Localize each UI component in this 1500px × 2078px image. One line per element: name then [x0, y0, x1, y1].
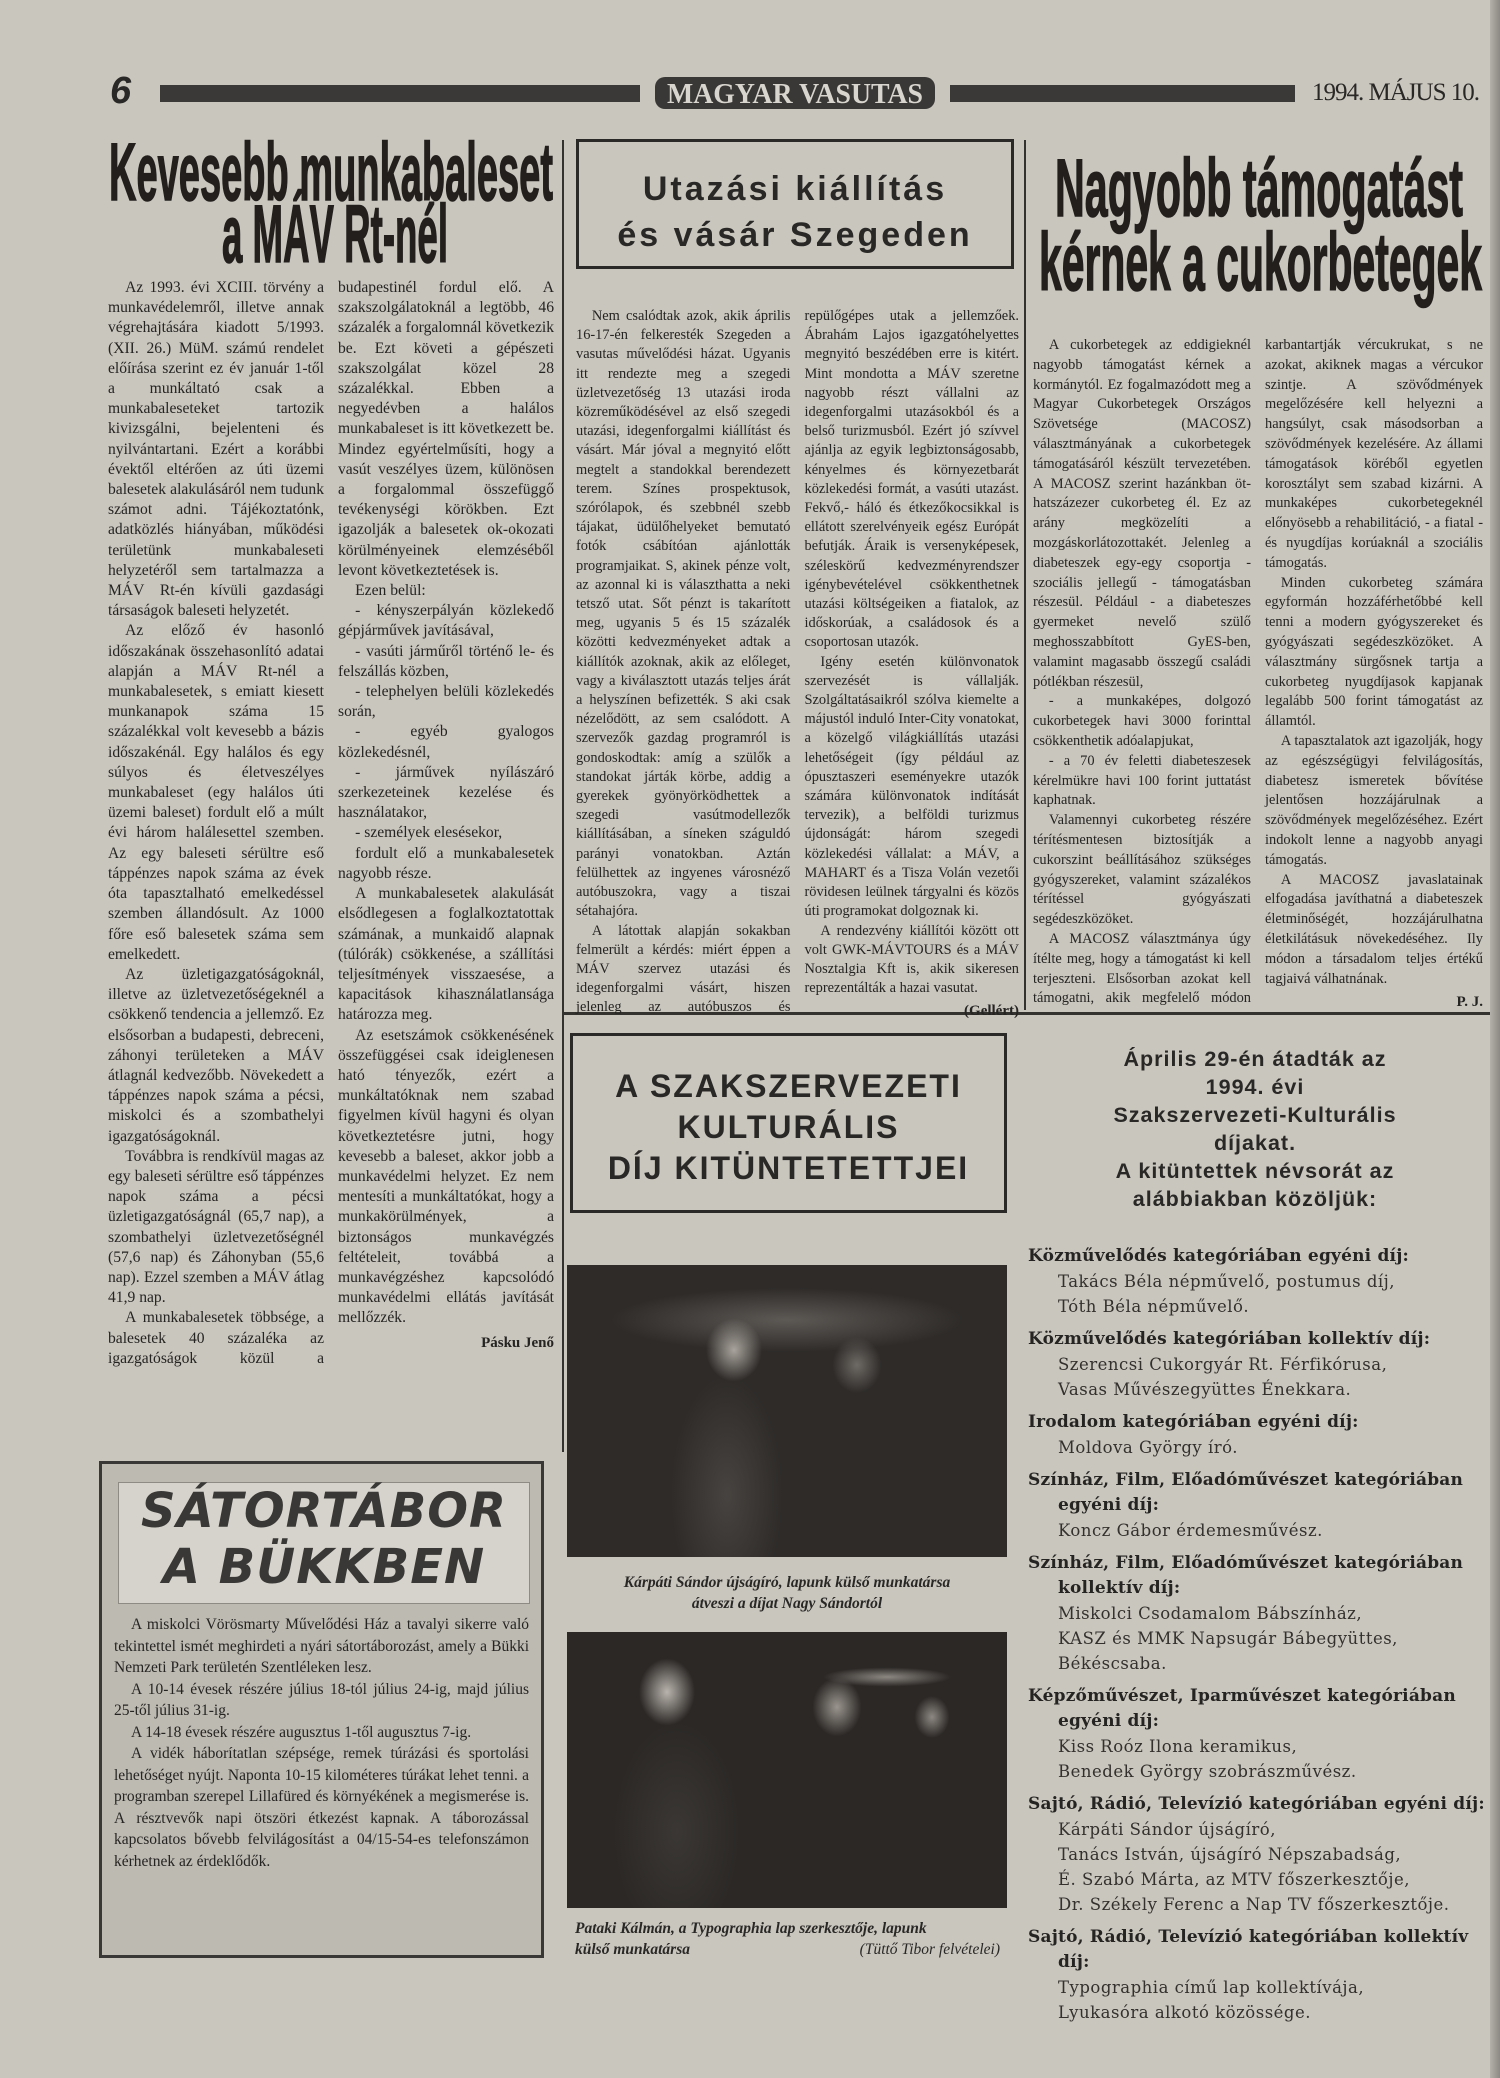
- photo-credit: (Tüttő Tibor felvételei): [859, 1941, 1000, 1958]
- issue-date: 1994. MÁJUS 10.: [1312, 79, 1479, 106]
- award-category: [1028, 1327, 1488, 1402]
- award-category-heading: Irodalom kategóriában egyéni díj:: [1028, 1412, 1359, 1432]
- caption-line: átveszi a díjat Nagy Sándortól: [691, 1595, 883, 1612]
- paragraph: - személyek elesésekor,: [355, 824, 503, 842]
- award-category: [1028, 1551, 1488, 1676]
- paragraph: A miskolci Vörösmarty Művelődési Ház a tavalyi sikerre való tekintettel ismét meghirdeti a nyári sátortáborozást, amely a Bükki Nemzeti Park területén Szentléleken lesz.: [114, 1616, 529, 1676]
- award-photo-2: [567, 1632, 1007, 1908]
- award-category-heading: Színház, Film, Előadóművészet kategóriában egyéni díj:: [1028, 1470, 1464, 1515]
- award-photo-1-caption: [567, 1572, 1007, 1614]
- award-category: [1028, 1684, 1488, 1784]
- award-photo-2-caption: [575, 1918, 1000, 1960]
- accident-headline: [106, 128, 560, 276]
- paragraph: A munkabalesetek alakulását elsődlegesen a foglalkoztatottak számának, a munkaidő alapnak (túlórák) csökkenése, a szállítási teljesítmények visszaesése, a kapacitások kihasználatlansága határozza meg.: [338, 885, 554, 1024]
- travel-author: (Gellért): [964, 1003, 1019, 1020]
- masthead-logo: [655, 77, 935, 109]
- paragraph: A 14-18 évesek részére augusztus 1-től augusztus 7-ig.: [131, 1723, 472, 1741]
- svg-text:MAGYAR VASUTAS: MAGYAR VASUTAS: [667, 79, 923, 109]
- award-category-heading: Színház, Film, Előadóművészet kategóriában kollektív díj:: [1028, 1553, 1464, 1598]
- award-category-heading: Sajtó, Rádió, Televízió kategóriában egyéni díj:: [1028, 1794, 1485, 1814]
- award-winner: Lyukasóra alkotó közössége.: [1058, 2003, 1312, 2022]
- awards-title-line-1: A SZAKSZERVEZETI: [615, 1068, 962, 1104]
- award-winner: KASZ és MMK Napsugár Bábegyüttes,: [1058, 1629, 1398, 1648]
- travel-title-line-2: és vásár Szegeden: [617, 216, 973, 254]
- header-rule-right: [950, 85, 1295, 102]
- travel-article-body: [576, 307, 1019, 1022]
- awards-title-box: [570, 1033, 1007, 1213]
- page-edge-shadow: [1490, 0, 1500, 2078]
- award-winner: Tóth Béla népművelő.: [1058, 1297, 1250, 1316]
- masthead-logo-text: [655, 77, 935, 109]
- page-number: 6: [110, 70, 132, 112]
- caption-line: Kárpáti Sándor újságíró, lapunk külső munkatársa: [623, 1574, 951, 1591]
- paragraph: - egyéb gyalogos közlekedésnél,: [338, 723, 554, 761]
- column-rule: [562, 140, 564, 1452]
- award-category: [1028, 1468, 1488, 1543]
- travel-title-line-1: Utazási kiállítás: [642, 170, 948, 208]
- paragraph: A MACOSZ javaslatainak elfogadása javíthatná a diabeteszek életminőségét, hozzájárulhatna életkilátásuk növekedéséhez. Ily módon a társadalom teljes értékű tagjaivá válhatnának.: [1265, 871, 1483, 987]
- paragraph: Az előző év hasonló időszakának összehasonlító adatai alapján a MÁV Rt-nél a munkabalesetek, s emiatt kiesett munkanapok száma 15 százalékkal volt kevesebb a bázis időszakénál. Egy halálos és egy súlyos és életveszélyes munkabaleset (egy halálos úti üzemi baleset) fordult elő a múlt évi három halálesettel szemben. Az egy baleseti sérültre eső táppénzes napok száma az évek óta tapasztalható emelkedéssel szemben állandósult. Az 1000 főre eső balesetek száma sem emelkedett.: [108, 622, 324, 963]
- paragraph: - telephelyen belüli közlekedés során,: [338, 683, 554, 721]
- diabetes-headline-line-2: kérnek a cukorbetegek: [1039, 217, 1483, 308]
- paragraph: A rendezvény kiállítói között ott volt GWK-MÁVTOURS és a MÁV Nosztalgia Kft is, akik sikeresen reprezentálták a hazai vasutat.: [804, 922, 1019, 997]
- award-category: [1028, 1410, 1488, 1460]
- paragraph: - vasúti járműről történő le- és felszállás közben,: [338, 642, 554, 680]
- camp-title-line-2: A BÜKKBEN: [162, 1539, 486, 1595]
- award-winner: Miskolci Csodamalom Bábszínház,: [1058, 1604, 1363, 1623]
- paragraph: Minden cukorbeteg számára egyformán hozzáférhetőbbé kell tenni a modern gyógyszereket és gyógyászati segédeszközöket. A választmány sürgősnek tartja a cukorbeteg nyugdíjasok kapjanak legalább 500 forint támogatást az államtól.: [1265, 574, 1483, 730]
- paragraph: A vidék háborítatlan szépsége, remek túrázási és sportolási lehetőséget nyújt. Naponta 10-15 kilométeres túrákat lehet tenni. a programban szerepel Lillafüred és környékének a megismerése is. A résztvevők napi ötszöri étkezést kapnak. A táborozással kapcsolatos bővebb felvilágosítást a 04/15-54-es telefonszámon kérhetnek az érdeklődők.: [114, 1745, 529, 1870]
- awards-title-line-2: KULTURÁLIS: [677, 1109, 900, 1145]
- award-category: [1028, 1244, 1488, 1319]
- award-photo-1: [567, 1265, 1007, 1557]
- paragraph: Ezen belül:: [355, 582, 426, 600]
- award-winner: É. Szabó Márta, az MTV főszerkesztője,: [1058, 1870, 1410, 1889]
- caption-line: külső munkatársa: [575, 1941, 691, 1958]
- award-winner: Benedek György szobrászművész.: [1058, 1762, 1357, 1781]
- award-category: [1028, 1792, 1488, 1917]
- award-winner: Moldova György író.: [1058, 1438, 1239, 1457]
- diabetes-headline: [1030, 140, 1490, 310]
- award-category-heading: Képzőművészet, Iparművészet kategóriában egyéni díj:: [1028, 1686, 1456, 1731]
- diabetes-author: P. J.: [1456, 994, 1483, 1011]
- diabetes-headline-line-1: Nagyobb támogatást: [1055, 143, 1463, 234]
- camp-title-line-1: SÁTORTÁBOR: [141, 1483, 507, 1539]
- paragraph: Az 1993. évi XCIII. törvény a munkavédelemről, illetve annak végrehajtására kiadott 5/1993. (XII. 26.) MüM. számú rendelet előírása szerint ez év január 1-től a munkáltató csak a munkabaleseteket tartozik kivizsgálni, bejelenteni és nyilvántartani. Ezért a korábbi évektől eltérően az úti üzemi balesetek alakulásáról nem tudunk számot adni. Tájékoztatónk, adatközlés hiányában, működési területünk munkabaleseti helyzetéről sem tartalmazza a MÁV Rt-én kívüli gazdasági társaságok baleseti helyzetét.: [108, 279, 324, 620]
- award-winner: Kárpáti Sándor újságíró,: [1058, 1820, 1276, 1839]
- award-winner: Kiss Roóz Ilona keramikus,: [1058, 1737, 1298, 1756]
- award-winner: Koncz Gábor érdemesművész.: [1058, 1521, 1323, 1540]
- award-category-heading: Közművelődés kategóriában kollektív díj:: [1028, 1329, 1431, 1349]
- accident-headline-line-2: a MÁV Rt-nél: [222, 189, 448, 276]
- award-winner: Typographia című lap kollektívája,: [1058, 1978, 1365, 1997]
- paragraph: Valamennyi cukorbeteg részére térítésmentesen biztosítják a cukorszint beállításához szükséges gyógyszereket, valamint százalékos térítéssel gyógyászati segédeszközöket.: [1033, 812, 1251, 928]
- camp-notice-box: [99, 1461, 544, 1958]
- paragraph: A MACOSZ választmánya úgy ítélte meg, hogy a támogatást ki kell terjeszteni. Elsősorban azokat kell támogatni, akik megfelelő módon karbantartják vércukrukat, s ne azokat, akiknek magas a vércukor szintje. A szövődmények megelőzésére kell helyezni a hangsúlyt, csak másodsorban a szövődmények kezelésére. Az állami támogatások köréből egyetlen korosztályt sem szabad kizárni. A munkaképes cukorbetegeknél előnyösebb a rehabilitáció, - a fiatal - és nyugdíjas korúaknál a szociális támogatás.: [1033, 337, 1483, 1007]
- awards-intro-line: alábbiakban közöljük:: [1132, 1187, 1378, 1211]
- paragraph: A cukorbetegek az eddigieknél nagyobb támogatást kérnek a kormánytól. Ez fogalmazódott meg a Magyar Cukorbetegek Országos Szövetsége (MACOSZ) választmányának a cukorbetegek támogatásáról készült tervezetében. A MACOSZ szerint hazánkban öt-hatszázezer cukorbeteg él. Ez az arány megközelíti a mozgáskorlátozottakét. Jelenleg a diabeteszek egy-egy csoportja - szociális jellegű - támogatásban részesül. Például - a diabeteszes gyermeket nevelő szülő meghosszabbított GyES-ben, valamint magasabb összegű családi pótlékban részesül,: [1033, 337, 1251, 690]
- column-rule: [1024, 140, 1026, 1010]
- paragraph: A látottak alapján sokakban felmerült a kérdés: miért éppen a MÁV szervez utazási és idegenforgalmi vásárt, hiszen jelenleg az autóbuszos és repülőgépes utak a jellemzőek. Ábrahám Lajos igazgatóhelyettes megnyitó beszédében erre is kitért. Mint mondotta a MÁV szeretne nagyobb részt vállalni az idegenforgalmi utazásokból és a belső turizmusból. Ezért jó szívvel ajánlja az egyik legbiztonságosabb, kényelmes és környezetbarát közlekedési formát, a vasúti utazást. Fekvő,- háló és étkezőkocsikkal is ellátott szerelvényeik egész Európát befutják. Áraik is versenyképesek, széleskörű kedvezményrendszer igénybevételével csökkenthetnek utazási költségeiken a fiatalok, az időskorúak, a családosok és a csoportosan utazók.: [576, 308, 1019, 1016]
- paragraph: - a 70 év feletti diabeteszesek kérelmükre havi 100 forint juttatást kaphatnak.: [1033, 752, 1251, 809]
- paragraph: Nem csalódtak azok, akik április 16-17-én felkeresték Szegeden a vasutas művelődési házat. Ugyanis itt rendezte meg a szegedi üzletvezetőség 13 utazási iroda közreműködésével az első szegedi utazási, idegenforgalmi kiállítást és vásárt. Már jóval a megnyitó előtt megtelt a standokkal berendezett terem. Színes prospektusok, szórólapok, és szebbnél szebb tájakat, üdülőhelyeket bemutató fotók csábítóan ajánlották programjaikat. S, akinek pénze volt, az azonnal ki is választhatta a neki tetsző utat. Sőt pénzt is takarított meg, ugyanis 5 és 15 százalék közötti kedvezményeket adtak a kiállítók azoknak, akik az előleget, vagy a kiválasztott utazás teljes árát a helyszínen befizették. S aki csak nézelődött, az sem csalódott. A szervezők gazdag programról is gondoskodtak: amíg a szülők a standokat járták körbe, addig a gyerekek gyönyörködhettek a szegedi vasútmodellezők kiállításában, a síneken száguldó parányi vonatokban. Aztán felülhettek az ingyenes városnéző autóbuszokra, vagy a tiszai sétahajóra.: [576, 308, 791, 920]
- camp-title-box: [118, 1482, 530, 1604]
- header-rule-left: [160, 85, 640, 102]
- paragraph: A tapasztalatok azt igazolják, hogy az egészségügyi felvilágosítás, diabetesz ismeretek bővítése jelentősen hozzájárulnak a szövődmények megelőzéséhez. Ezért indokolt lenne a nagyobb anyagi támogatás.: [1265, 732, 1483, 868]
- award-winner: Szerencsi Cukorgyár Rt. Férfikórusa,: [1058, 1355, 1388, 1374]
- awards-intro-line: 1994. évi: [1205, 1075, 1305, 1099]
- caption-line: Pataki Kálmán, a Typographia lap szerkesztője, lapunk: [575, 1920, 927, 1937]
- awards-intro-line: Szakszervezeti-Kulturális: [1113, 1103, 1397, 1127]
- award-winner: Dr. Székely Ferenc a Nap TV főszerkesztője.: [1058, 1895, 1450, 1914]
- award-category-heading: Közművelődés kategóriában egyéni díj:: [1028, 1246, 1410, 1266]
- award-category-heading: Sajtó, Rádió, Televízió kategóriában kollektív díj:: [1028, 1927, 1469, 1972]
- awards-intro-line: A kitüntettek névsorát az: [1115, 1159, 1395, 1183]
- awards-list: [1028, 1244, 1488, 2033]
- paragraph: A 10-14 évesek részére július 18-tól július 24-ig, majd július 25-től július 31-ig.: [114, 1680, 529, 1719]
- paragraph: - kényszerpályán közlekedő gépjárművek javításával,: [338, 602, 554, 640]
- camp-notice-body: [114, 1614, 529, 1872]
- award-winner: Takács Béla népművelő, postumus díj,: [1058, 1272, 1396, 1291]
- paragraph: Az üzletigazgatóságoknál, illetve az üzletvezetőségeknél a csökkenő tendencia a jellemző. Ez elsősorban a budapesti, debreceni, záhonyi területeken a MÁV átlagnál kedvezőbb. Növekedett a táppénzes napok száma a pécsi, miskolci és a szombathelyi igazgatóságoknál.: [108, 965, 324, 1145]
- award-winner: Vasas Művészegyüttes Énekkara.: [1058, 1380, 1352, 1399]
- paragraph: Továbbra is rendkívül magas az egy baleseti sérültre eső táppénzes napok száma a pécsi üzletigazgatóságnál (65,7 nap), a szombathelyi üzletvezetőségnél (57,6 nap) és Záhonyban (55,6 nap). Ezzel szemben a MÁV átlag 41,9 nap.: [108, 1147, 324, 1307]
- accident-headline-line-1: Kevesebb munkabaleset: [109, 128, 553, 218]
- paragraph: A munkabalesetek többsége, a balesetek 40 százaléka az igazgatóságok közül a budapestinél fordul elő. A szakszolgálatoknál a legtöbb, 46 százalék a forgalomnál következik be. Ezt követi a gépészeti szakszolgálat közel 28 százalékkal. Ebben a negyedévben a halálos munkabaleset is itt következett be. Mindez egyértelműsíti, hogy a vasút veszélyes üzem, különösen a forgalommal összefüggő tevékenységi körökben. Ezt igazolják a balesetek ok-okozati körülményeinek elemzéséből levont következtetések is.: [108, 279, 554, 1367]
- paragraph: - a munkaképes, dolgozó cukorbetegek havi 3000 forinttal csökkenthetik adóalapjukat,: [1033, 693, 1251, 749]
- diabetes-article-body: [1033, 336, 1483, 1013]
- award-winner: Békéscsaba.: [1058, 1654, 1167, 1673]
- accident-article-body: [108, 278, 554, 1369]
- awards-intro: [1030, 1045, 1480, 1213]
- paragraph: Igény esetén különvonatok szervezését is vállalják. Szolgáltatásaikról szólva kiemelte a májustól induló Inter-City vonatokat, a közelgő világkiállítás utazási lehetőségeit (így például az ópusztaszeri eseményekre utazók számára különvonatok indítását tervezik), a belföldi turizmus újdonságát: három szegedi közlekedési vállalat: a MÁV, a MAHART és a Tisza Volán vezetői rövidesen leülnek tárgyalni és közös úti programokat dolgoznak ki.: [804, 653, 1019, 920]
- awards-intro-line: díjakat.: [1213, 1131, 1297, 1155]
- awards-intro-line: Április 29-én átadták az: [1123, 1047, 1387, 1071]
- travel-title-box: [576, 139, 1014, 269]
- award-category: [1028, 1925, 1488, 2025]
- awards-title-line-3: DÍJ KITÜNTETETTJEI: [607, 1150, 970, 1186]
- award-winner: Tanács István, újságíró Népszabadság,: [1058, 1845, 1402, 1864]
- paragraph: Az esetszámok csökkenésének összefüggései csak ideiglenesen ható tényezők, ezért a munkáltatóknak nem szabad figyelmen kívül hagyni és olyan következtetésre jutni, hogy kevesebb a baleset, akkor jobb a munkavédelmi helyzet. Ez nem mentesíti a munkáltatókat, hogy a munkakörülmények, a biztonságos munkavégzés feltételeit, továbbá a munkavégzéshez kapcsolódó munkavédelmi ellátás javítását mellőzzék.: [338, 1026, 554, 1327]
- paragraph: fordult elő a munkabalesetek nagyobb része.: [338, 844, 554, 882]
- accident-author: Pásku Jenő: [481, 1334, 554, 1351]
- paragraph: - járművek nyílászáró szerkezeteinek kezelése és használatakor,: [338, 763, 554, 822]
